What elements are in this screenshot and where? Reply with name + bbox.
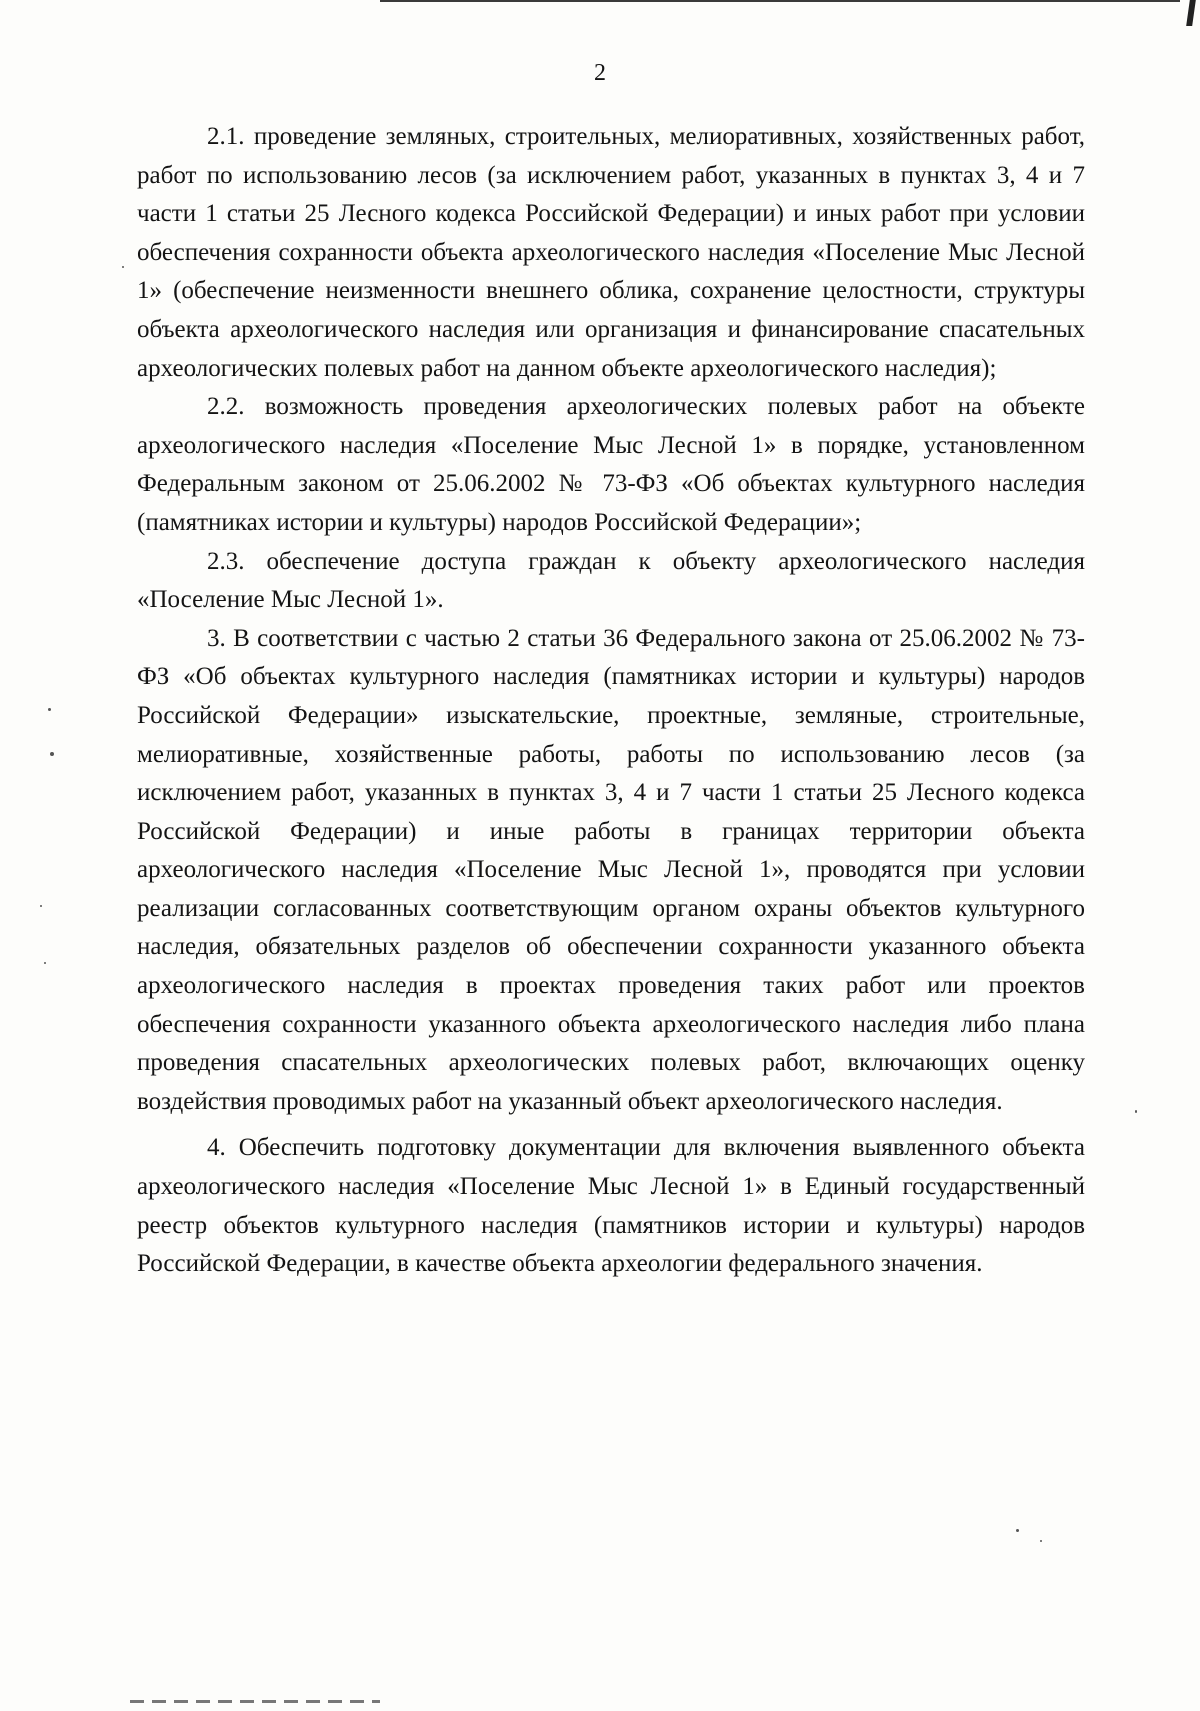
paragraph-2-1: 2.1. проведение земляных, строительных, мелиоративных, хозяйственных работ, работ по использованию лесов (за исключением работ, указанных в пунктах 3, 4 и 7 части 1 статьи 25 Лесного кодекса Российской Федерации) и иных работ при условии обеспечения сохранности объекта археологического наследия «Поселение Мыс Лесной 1» (обеспечение неизменности внешнего облика, сохранение целостности, структуры объекта археологического наследия или организация и финансирование спасательных археологических полевых работ на данном объекте археологического наследия);	[137, 123, 1085, 382]
document-body	[137, 118, 1085, 1284]
scan-bottom-residue	[130, 1700, 380, 1703]
scan-speck	[50, 752, 54, 756]
paragraph-2-2: 2.2. возможность проведения археологических полевых работ на объекте археологического наследия «Поселение Мыс Лесной 1» в порядке, установленном Федеральным законом от 25.06.2002 № 73-ФЗ «Об объектах культурного наследия (памятниках истории и культуры) народов Российской Федерации»;	[137, 393, 1085, 536]
paragraph-4: 4. Обеспечить подготовку документации для включения выявленного объекта археологического наследия «Поселение Мыс Лесной 1» в Единый государственный реестр объектов культурного наследия (памятников истории и культуры) народов Российской Федерации, в качестве объекта археологии федерального значения.	[137, 1134, 1085, 1278]
scan-speck	[1040, 1540, 1042, 1542]
paragraph-3: 3. В соответствии с частью 2 статьи 36 Федерального закона от 25.06.2002 № 73-ФЗ «Об объектах культурного наследия (памятниках истории и культуры) народов Российской Федерации» изыскательские, проектные, земляные, строительные, мелиоративные, хозяйственные работы, работы по использованию лесов (за исключением работ, указанных в пунктах 3, 4 и 7 части 1 статьи 25 Лесного кодекса Российской Федерации) и иные работы в границах территории объекта археологического наследия «Поселение Мыс Лесной 1», проводятся при условии реализации согласованных соответствующим органом охраны объектов культурного наследия, обязательных разделов об обеспечении сохранности указанного объекта археологического наследия в проектах проведения таких работ или проектов обеспечения сохранности указанного объекта археологического наследия либо плана проведения спасательных археологических полевых работ, включающих оценку воздействия проводимых работ на указанный объект археологического наследия.	[137, 624, 1085, 1115]
scan-speck	[1135, 1110, 1137, 1113]
scan-speck	[1016, 1529, 1019, 1532]
scan-corner-mark	[1186, 0, 1196, 26]
scan-top-border	[380, 0, 1180, 4]
scan-speck	[44, 962, 46, 964]
scan-speck	[40, 905, 42, 907]
paragraph-2-3: 2.3. обеспечение доступа граждан к объекту археологического наследия «Поселение Мыс Лесной 1».	[137, 547, 1085, 614]
scan-speck	[122, 266, 124, 268]
scan-speck	[48, 708, 51, 711]
page-number: 2	[594, 60, 606, 86]
